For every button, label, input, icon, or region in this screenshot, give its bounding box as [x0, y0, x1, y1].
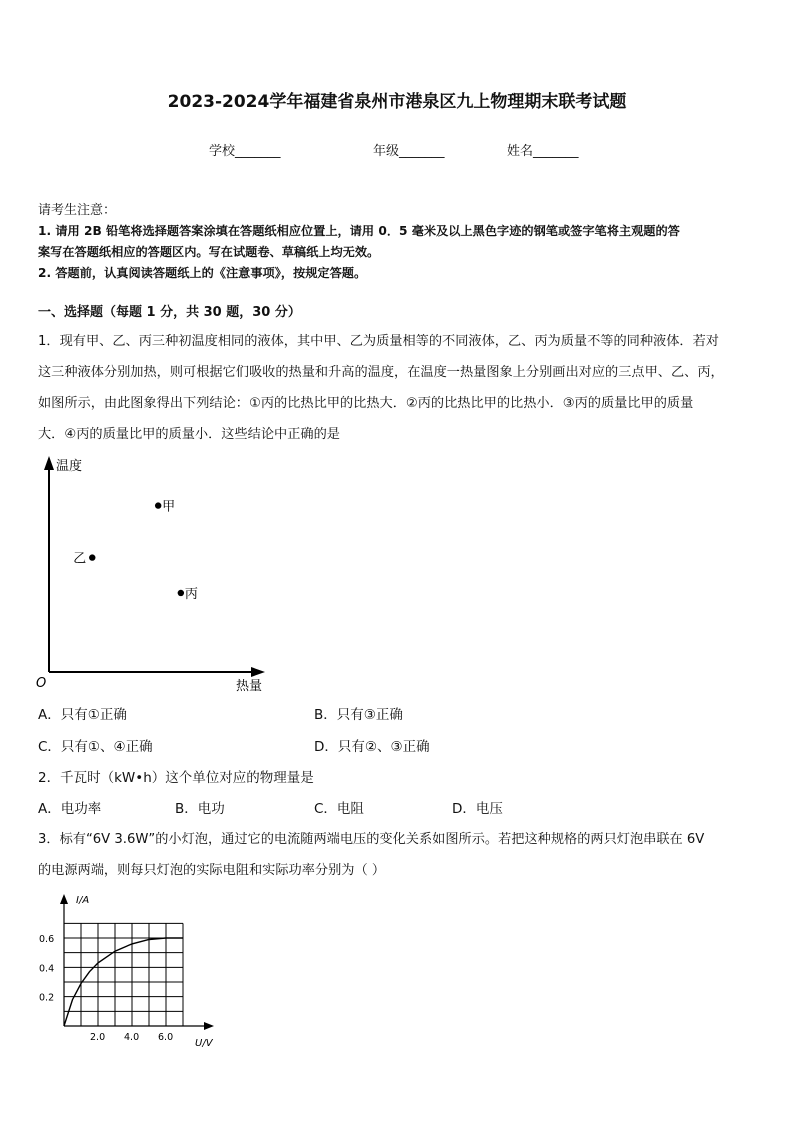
- y-tick-label: 0.4: [39, 963, 55, 975]
- point-1: [155, 502, 161, 508]
- y-axis-arrow: [60, 894, 68, 904]
- q1-option-b[interactable]: B．只有③正确: [314, 707, 403, 723]
- point-label-1: 甲: [162, 499, 176, 515]
- y-axis-label: 温度: [56, 459, 83, 474]
- y-axis-arrow: [44, 456, 54, 470]
- grade-field: 年级_______: [373, 144, 445, 159]
- notice-item-1a: 1. 请用 2B 铅笔将选择题答案涂填在答题纸相应位置上，请用 0．5 毫米及以上黑色字迹的钢笔或签字笔将主观题的答: [38, 224, 680, 238]
- q2-option-c[interactable]: C．电阻: [314, 801, 364, 817]
- y-tick-label: 0.6: [39, 934, 55, 945]
- q2-option-d[interactable]: D．电压: [452, 801, 503, 817]
- point-label-3: 丙: [184, 586, 198, 602]
- q1-option-a[interactable]: A．只有①正确: [38, 707, 127, 723]
- x-axis-label: U/V: [195, 1038, 213, 1049]
- x-axis-label: 热量: [236, 679, 263, 694]
- q2-stem: 2．千瓦时（kW•h）这个单位对应的物理量是: [38, 770, 314, 786]
- q1-option-d[interactable]: D．只有②、③正确: [314, 739, 430, 755]
- q1-option-c[interactable]: C．只有①、④正确: [38, 739, 153, 755]
- q3-line-1: 3．标有“6V 3.6W”的小灯泡，通过它的电流随两端电压的变化关系如图所示。若把这种规格的两只灯泡串联在 6V: [38, 832, 705, 847]
- notice-heading: 请考生注意：: [38, 203, 117, 218]
- q1-line-4: 大．④丙的质量比甲的质量小．这些结论中正确的是: [38, 427, 340, 442]
- x-tick-label: 4.0: [124, 1032, 140, 1043]
- q2-option-b[interactable]: B．电功: [175, 801, 225, 817]
- point-label-2: 乙: [73, 551, 87, 567]
- section-heading: 一、选择题（每题 1 分，共 30 题，30 分）: [38, 305, 301, 320]
- notice-item-1b: 案写在答题纸相应的答题区内。写在试题卷、草稿纸上均无效。: [38, 245, 380, 259]
- q3-chart: [30, 890, 230, 1055]
- q1-line-3: 如图所示，由此图象得出下列结论：①丙的比热比甲的比热大．②丙的比热比甲的比热小．③丙的质量比甲的质量: [38, 396, 694, 411]
- x-tick-label: 2.0: [90, 1032, 106, 1043]
- y-axis-label: I/A: [76, 895, 90, 906]
- page-title: 2023-2024学年福建省泉州市港泉区九上物理期末联考试题: [167, 92, 627, 112]
- x-axis-arrow: [251, 667, 265, 677]
- name-field: 姓名_______: [507, 144, 579, 159]
- x-tick-label: 6.0: [158, 1032, 174, 1043]
- y-tick-label: 0.2: [39, 992, 55, 1004]
- point-3: [178, 590, 184, 596]
- q2-option-a[interactable]: A．电功率: [38, 801, 102, 817]
- notice-item-2: 2. 答题前，认真阅读答题纸上的《注意事项》，按规定答题。: [38, 266, 367, 280]
- school-field: 学校_______: [209, 144, 281, 159]
- q3-line-2: 的电源两端，则每只灯泡的实际电阻和实际功率分别为（ ）: [38, 863, 386, 878]
- x-axis-arrow: [204, 1022, 214, 1030]
- point-2: [89, 554, 95, 560]
- q1-line-1: 1．现有甲、乙、丙三种初温度相同的液体，其中甲、乙为质量相等的不同液体，乙、丙为质量不等的同种液体．若对: [38, 334, 719, 349]
- q1-line-2: 这三种液体分别加热，则可根据它们吸收的热量和升高的温度，在温度一热量图象上分别画出对应的三点甲、乙、丙，: [38, 365, 724, 380]
- origin-label: O: [36, 676, 47, 691]
- q1-graph: [30, 450, 280, 700]
